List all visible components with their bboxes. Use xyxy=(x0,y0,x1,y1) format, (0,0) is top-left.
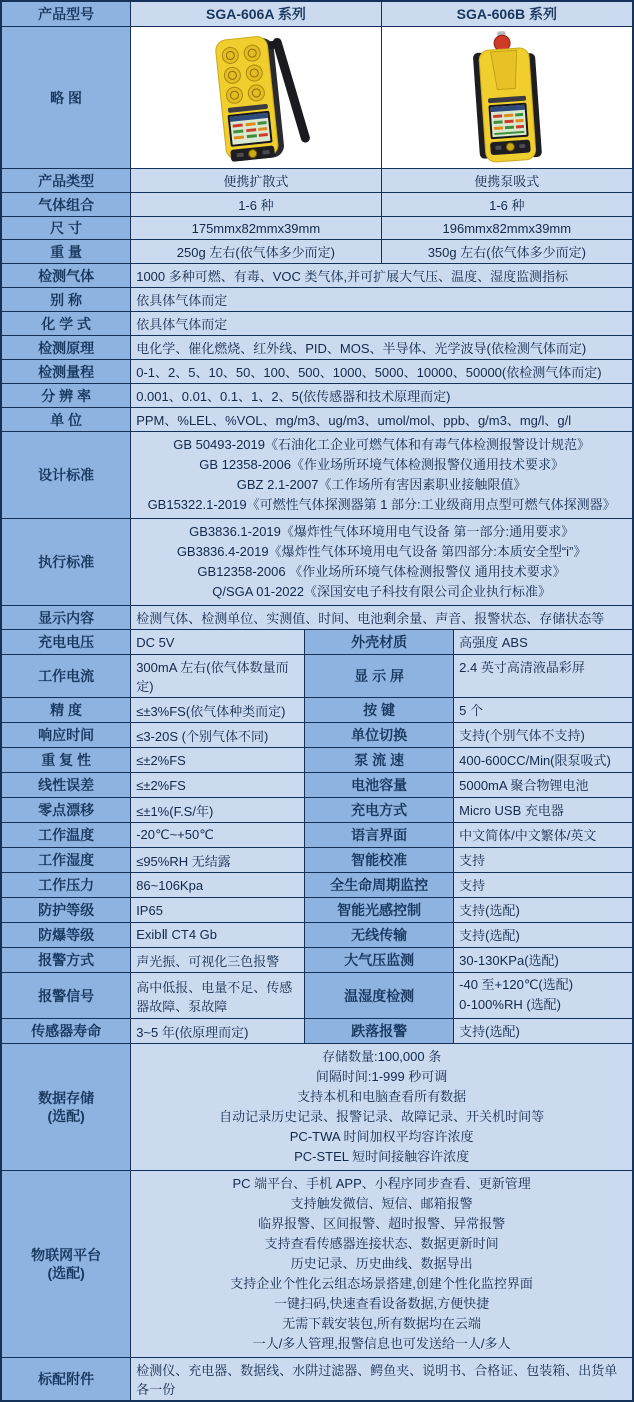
row-value-a: 250g 左右(依气体多少而定) xyxy=(131,240,381,263)
row-value-right: 支持(选配) xyxy=(454,923,632,947)
table-row-zero-drift xyxy=(2,798,632,823)
row-label-right: 电池容量 xyxy=(305,773,454,797)
row-label-right: 跌落报警 xyxy=(305,1019,454,1043)
table-row-repeatability xyxy=(2,748,632,773)
feature-line: 临界报警、区间报警、超时报警、异常报警 xyxy=(258,1216,506,1231)
row-label xyxy=(2,1171,131,1357)
feature-line: 支持触发微信、短信、邮箱报警 xyxy=(290,1196,473,1211)
row-label-right: 全生命周期监控 xyxy=(305,873,454,897)
row-value-right: 支持 xyxy=(454,873,632,897)
standard-line: GB3836.4-2019《爆炸性气体环境用电气设备 第四部分:本质安全型“i”》 xyxy=(176,544,587,559)
feature-line: 一人/多人管理,报警信息也可发送给一人/多人 xyxy=(252,1336,511,1351)
row-value-right: Micro USB 充电器 xyxy=(454,798,632,822)
row-value-right: 中文简体/中文繁体/英文 xyxy=(454,823,632,847)
row-label-right: 智能校准 xyxy=(305,848,454,872)
row-label: 响应时间 xyxy=(2,723,131,747)
row-label-right: 智能光感控制 xyxy=(305,898,454,922)
row-label: 工作电流 xyxy=(2,655,131,697)
row-label: 别 称 xyxy=(2,288,131,311)
feature-line: 存储数量:100,000 条 xyxy=(322,1049,442,1064)
table-row-working-temperature xyxy=(2,823,632,848)
row-value: PPM、%LEL、%VOL、mg/m3、ug/m3、umol/mol、ppb、g/m3、mg/l、g/l xyxy=(131,408,632,431)
device-a-image xyxy=(131,27,381,168)
row-label-right: 外壳材质 xyxy=(305,630,454,654)
row-value-a: 175mmx82mmx39mm xyxy=(131,217,381,239)
row-value-left: -20℃~+50℃ xyxy=(131,823,305,847)
table-row-linearity-error xyxy=(2,773,632,798)
row-label-line1: 物联网平台 xyxy=(31,1247,102,1263)
table-row-gas-combination xyxy=(2,193,632,217)
table-row-display-content xyxy=(2,606,632,630)
table-row-working-current xyxy=(2,655,632,698)
row-value-right: 5 个 xyxy=(454,698,632,722)
feature-line: 支持本机和电脑查看所有数据 xyxy=(297,1089,467,1104)
table-row-detection-principle xyxy=(2,336,632,360)
series-b-title: SGA-606B 系列 xyxy=(382,2,632,26)
row-label xyxy=(2,1044,131,1170)
row-label: 标配附件 xyxy=(2,1358,131,1400)
table-row-data-storage xyxy=(2,1044,632,1171)
table-row-product-model xyxy=(2,2,632,27)
standard-line: GB 12358-2006《作业场所环境气体检测报警仪通用技术要求》 xyxy=(199,457,564,472)
table-row-alarm-signal xyxy=(2,973,632,1019)
row-value: 检测气体、检测单位、实测值、时间、电池剩余量、声音、报警状态、存储状态等 xyxy=(131,606,632,629)
row-label: 线性误差 xyxy=(2,773,131,797)
row-value-left: ≤±2%FS xyxy=(131,773,305,797)
row-label: 化 学 式 xyxy=(2,312,131,335)
feature-line: PC-STEL 短时间接触容许浓度 xyxy=(294,1149,470,1164)
row-value-b: 便携泵吸式 xyxy=(382,169,632,192)
standard-line: GB12358-2006 《作业场所环境气体检测报警仪 通用技术要求》 xyxy=(197,564,566,579)
feature-line: 历史记录、历史曲线、数据导出 xyxy=(290,1256,473,1271)
temp-range-line: -40 至+120℃(选配) xyxy=(459,977,574,992)
row-label: 略 图 xyxy=(2,27,131,168)
row-label: 充电电压 xyxy=(2,630,131,654)
row-value-right: 5000mA 聚合物锂电池 xyxy=(454,773,632,797)
row-label-right: 充电方式 xyxy=(305,798,454,822)
humidity-range-line: 0-100%RH (选配) xyxy=(459,997,561,1012)
row-label: 传感器寿命 xyxy=(2,1019,131,1043)
row-label: 工作压力 xyxy=(2,873,131,897)
standard-line: GB3836.1-2019《爆炸性气体环境用电气设备 第一部分:通用要求》 xyxy=(189,524,575,539)
row-label: 设计标准 xyxy=(2,432,131,518)
row-value-b: 1-6 种 xyxy=(382,193,632,216)
row-value-right: 30-130KPa(选配) xyxy=(454,948,632,972)
row-value: 0.001、0.01、0.1、1、2、5(依传感器和技术原理而定) xyxy=(131,384,632,407)
row-label-right: 大气压监测 xyxy=(305,948,454,972)
data-storage-list xyxy=(131,1044,632,1170)
row-label-right: 显 示 屏 xyxy=(305,655,454,697)
table-row-design-standards xyxy=(2,432,632,519)
row-label-right: 语言界面 xyxy=(305,823,454,847)
row-value-left: 3~5 年(依原理而定) xyxy=(131,1019,305,1043)
standard-line: GB15322.1-2019《可燃性气体探测器第 1 部分:工业级商用点型可燃气体探测器》 xyxy=(147,497,616,512)
design-standards-list xyxy=(131,432,632,518)
row-label: 重 复 性 xyxy=(2,748,131,772)
row-label: 单 位 xyxy=(2,408,131,431)
table-row-sketch xyxy=(2,27,632,169)
diffusion-detector-illustration xyxy=(171,29,341,167)
standard-line: GBZ 2.1-2007《工作场所有害因素职业接触限值》 xyxy=(236,477,527,492)
row-label: 防爆等级 xyxy=(2,923,131,947)
table-row-dimensions xyxy=(2,217,632,240)
row-value-right: 支持(个别气体不支持) xyxy=(454,723,632,747)
row-value-right: 高强度 ABS xyxy=(454,630,632,654)
row-label: 检测原理 xyxy=(2,336,131,359)
row-value-left: ≤3-20S (个别气体不同) xyxy=(131,723,305,747)
row-label: 工作温度 xyxy=(2,823,131,847)
row-label: 检测气体 xyxy=(2,264,131,287)
row-value-left: ≤±3%FS(依气体种类而定) xyxy=(131,698,305,722)
table-row-accessories xyxy=(2,1358,632,1400)
table-row-accuracy xyxy=(2,698,632,723)
row-value: 电化学、催化燃烧、红外线、PID、MOS、半导体、光学波导(依检测气体而定) xyxy=(131,336,632,359)
row-value-right: 2.4 英寸高清液晶彩屏 xyxy=(454,655,632,697)
iot-feature-list xyxy=(131,1171,632,1357)
row-label: 重 量 xyxy=(2,240,131,263)
row-value-b: 196mmx82mmx39mm xyxy=(382,217,632,239)
table-row-units xyxy=(2,408,632,432)
row-value: 1000 多种可燃、有毒、VOC 类气体,并可扩展大气压、温度、湿度监测指标 xyxy=(131,264,632,287)
table-row-detected-gases xyxy=(2,264,632,288)
feature-line: 支持企业个性化云组态场景搭建,创建个性化监控界面 xyxy=(230,1276,533,1291)
row-label: 气体组合 xyxy=(2,193,131,216)
row-value: 0-1、2、5、10、50、100、500、1000、5000、10000、50000(依检测气体而定) xyxy=(131,360,632,383)
row-value-right: 支持(选配) xyxy=(454,1019,632,1043)
table-row-iot-platform xyxy=(2,1171,632,1358)
row-label: 防护等级 xyxy=(2,898,131,922)
row-value-left: ≤±1%(F.S/年) xyxy=(131,798,305,822)
row-value-left: DC 5V xyxy=(131,630,305,654)
table-row-working-pressure xyxy=(2,873,632,898)
row-label: 工作湿度 xyxy=(2,848,131,872)
table-row-response-time xyxy=(2,723,632,748)
row-label-line1: 数据存储 xyxy=(38,1090,95,1106)
table-row-chemical-formula xyxy=(2,312,632,336)
row-value-b: 350g 左右(依气体多少而定) xyxy=(382,240,632,263)
row-value-left: IP65 xyxy=(131,898,305,922)
row-value-left: ≤±2%FS xyxy=(131,748,305,772)
row-label: 产品类型 xyxy=(2,169,131,192)
row-label: 报警信号 xyxy=(2,973,131,1018)
row-value-left: ≤95%RH 无结露 xyxy=(131,848,305,872)
feature-line: PC 端平台、手机 APP、小程序同步查看、更新管理 xyxy=(232,1176,531,1191)
table-row-product-type xyxy=(2,169,632,193)
row-value-a: 1-6 种 xyxy=(131,193,381,216)
row-value-right xyxy=(454,973,632,1018)
row-value-left: 高中低报、电量不足、传感器故障、泵故障 xyxy=(131,973,305,1018)
table-row-sensor-life xyxy=(2,1019,632,1044)
feature-line: 一键扫码,快速查看设备数据,方便快捷 xyxy=(273,1296,490,1311)
row-label-right: 单位切换 xyxy=(305,723,454,747)
row-label-line2: (选配) xyxy=(47,1108,85,1124)
row-label: 分 辨 率 xyxy=(2,384,131,407)
row-value-a: 便携扩散式 xyxy=(131,169,381,192)
row-value: 依具体气体而定 xyxy=(131,312,632,335)
series-a-title: SGA-606A 系列 xyxy=(131,2,381,26)
device-b-image xyxy=(382,27,632,168)
feature-line: 自动记录历史记录、报警记录、故障记录、开关机时间等 xyxy=(219,1109,545,1124)
row-value-right: 400-600CC/Min(限泵吸式) xyxy=(454,748,632,772)
row-label-right: 无线传输 xyxy=(305,923,454,947)
executive-standards-list xyxy=(131,519,632,605)
row-label-right: 泵 流 速 xyxy=(305,748,454,772)
row-label: 产品型号 xyxy=(2,2,131,26)
table-row-explosion-proof-rating xyxy=(2,923,632,948)
standard-line: Q/SGA 01-2022《深国安电子科技有限公司企业执行标准》 xyxy=(212,584,551,599)
pump-detector-illustration xyxy=(432,29,582,167)
row-label-right: 温湿度检测 xyxy=(305,973,454,1018)
row-label: 显示内容 xyxy=(2,606,131,629)
row-label: 零点漂移 xyxy=(2,798,131,822)
row-label-line2: (选配) xyxy=(47,1265,85,1281)
table-row-resolution xyxy=(2,384,632,408)
row-label: 精 度 xyxy=(2,698,131,722)
standard-line: GB 50493-2019《石油化工企业可燃气体和有毒气体检测报警设计规范》 xyxy=(173,437,590,452)
row-value-left: 声光振、可视化三色报警 xyxy=(131,948,305,972)
table-row-alias xyxy=(2,288,632,312)
table-row-detection-range xyxy=(2,360,632,384)
row-label-right: 按 键 xyxy=(305,698,454,722)
row-label: 执行标准 xyxy=(2,519,131,605)
table-row-executive-standards xyxy=(2,519,632,606)
row-value-right: 支持(选配) xyxy=(454,898,632,922)
row-value-left: 300mA 左右(依气体数量而定) xyxy=(131,655,305,697)
row-value: 检测仪、充电器、数据线、水阱过滤器、鳄鱼夹、说明书、合格证、包装箱、出货单各一份 xyxy=(131,1358,632,1400)
table-row-working-humidity xyxy=(2,848,632,873)
table-row-protection-rating xyxy=(2,898,632,923)
feature-line: 支持查看传感器连接状态、数据更新时间 xyxy=(264,1236,499,1251)
table-row-alarm-mode xyxy=(2,948,632,973)
feature-line: PC-TWA 时间加权平均容许浓度 xyxy=(289,1129,474,1144)
table-row-weight xyxy=(2,240,632,264)
row-value: 依具体气体而定 xyxy=(131,288,632,311)
row-label: 检测量程 xyxy=(2,360,131,383)
row-value-left: ExibⅡ CT4 Gb xyxy=(131,923,305,947)
row-label: 报警方式 xyxy=(2,948,131,972)
row-value-left: 86~106Kpa xyxy=(131,873,305,897)
feature-line: 间隔时间:1-999 秒可调 xyxy=(315,1069,448,1084)
feature-line: 无需下载安装包,所有数据均在云端 xyxy=(282,1316,481,1331)
row-label: 尺 寸 xyxy=(2,217,131,239)
table-row-charging-voltage xyxy=(2,630,632,655)
row-value-right: 支持 xyxy=(454,848,632,872)
